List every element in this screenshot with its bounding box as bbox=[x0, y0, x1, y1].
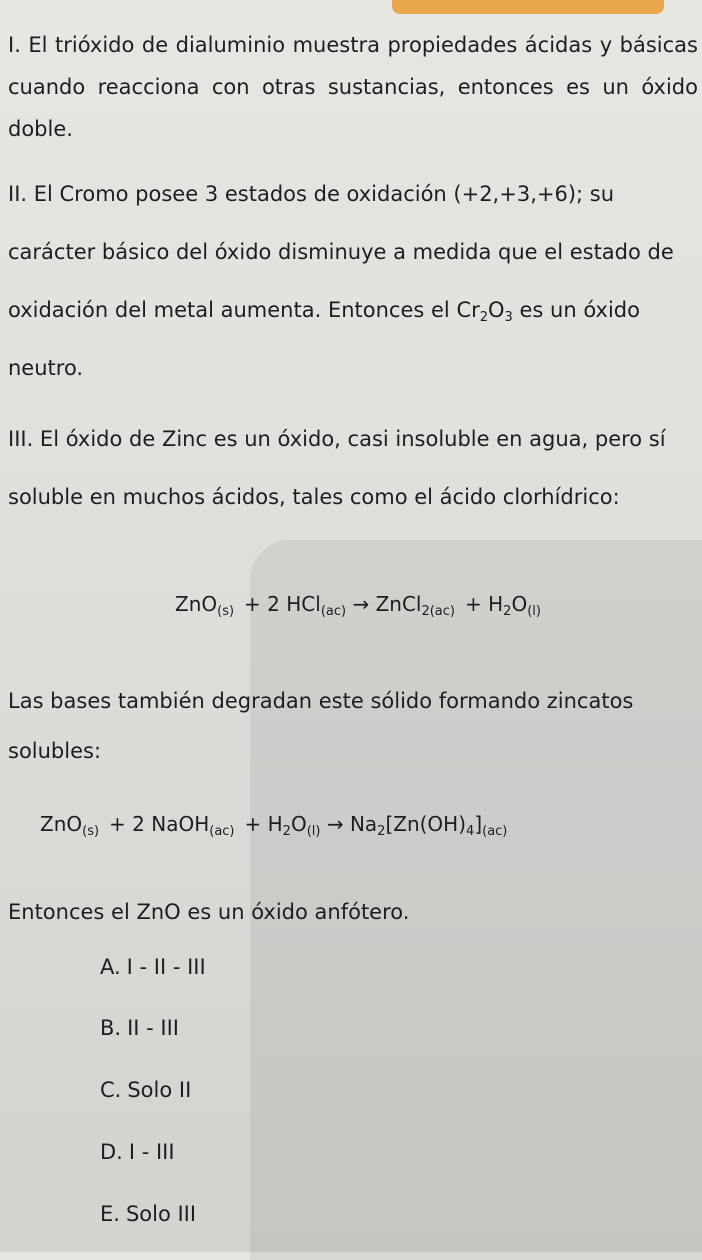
option-letter: E. bbox=[100, 1202, 120, 1226]
equation-zno-naoh: ZnO$_{(s)}$ + 2 NaOH$_{(ac)}$ + $H_2O_{(l)} \to Na_2[Zn(OH)_4]_{(ac)}$ bbox=[40, 812, 508, 839]
statement-3-conclusion: Entonces el ZnO es un óxido anfótero. bbox=[8, 900, 410, 924]
top-tab-strip bbox=[392, 0, 664, 14]
arrow-icon: → bbox=[352, 592, 370, 616]
option-text: I - III bbox=[128, 1140, 175, 1164]
option-text: I - II - III bbox=[126, 955, 206, 979]
option-e[interactable] bbox=[100, 1202, 196, 1226]
option-text: II - III bbox=[127, 1016, 179, 1040]
option-letter: D. bbox=[100, 1140, 123, 1164]
option-letter: B. bbox=[100, 1016, 122, 1040]
option-text: Solo III bbox=[125, 1202, 197, 1226]
option-a[interactable] bbox=[100, 955, 206, 979]
statement-2-tail: es un óxido neutro. bbox=[8, 298, 640, 380]
statement-1: I. El trióxido de dialuminio muestra propiedades ácidas y básicas cuando reacciona con otras sustancias, entonces es un óxido doble. bbox=[8, 33, 698, 141]
statement-3: III. El óxido de Zinc es un óxido, casi insoluble en agua, pero sí soluble en muchos ácidos, tales como el ácido clorhídrico: bbox=[8, 427, 666, 509]
option-text: Solo II bbox=[127, 1078, 192, 1102]
option-b[interactable] bbox=[100, 1016, 179, 1040]
option-letter: C. bbox=[100, 1078, 122, 1102]
chromium-oxide-formula: $Cr_2O_3$ bbox=[456, 298, 513, 325]
option-letter: A. bbox=[100, 955, 121, 979]
option-d[interactable] bbox=[100, 1140, 175, 1164]
option-c[interactable] bbox=[100, 1078, 191, 1102]
statement-2 bbox=[8, 165, 698, 397]
statement-2-text: II. El Cromo posee 3 estados de oxidación (+2,+3,+6); su carácter básico del óxido disminuye a medida que el estado de oxidación del metal aumenta. Entonces el bbox=[8, 182, 674, 322]
arrow-icon: → bbox=[326, 812, 344, 836]
statement-3-bases: Las bases también degradan este sólido formando zincatos solubles: bbox=[8, 689, 634, 763]
equation-zno-hcl: ZnO$_{(s)}$ + 2 HCl$_{(ac)}$ → ZnCl$_{2(ac)}$ + $H_2O_{(l)}$ bbox=[175, 592, 541, 619]
